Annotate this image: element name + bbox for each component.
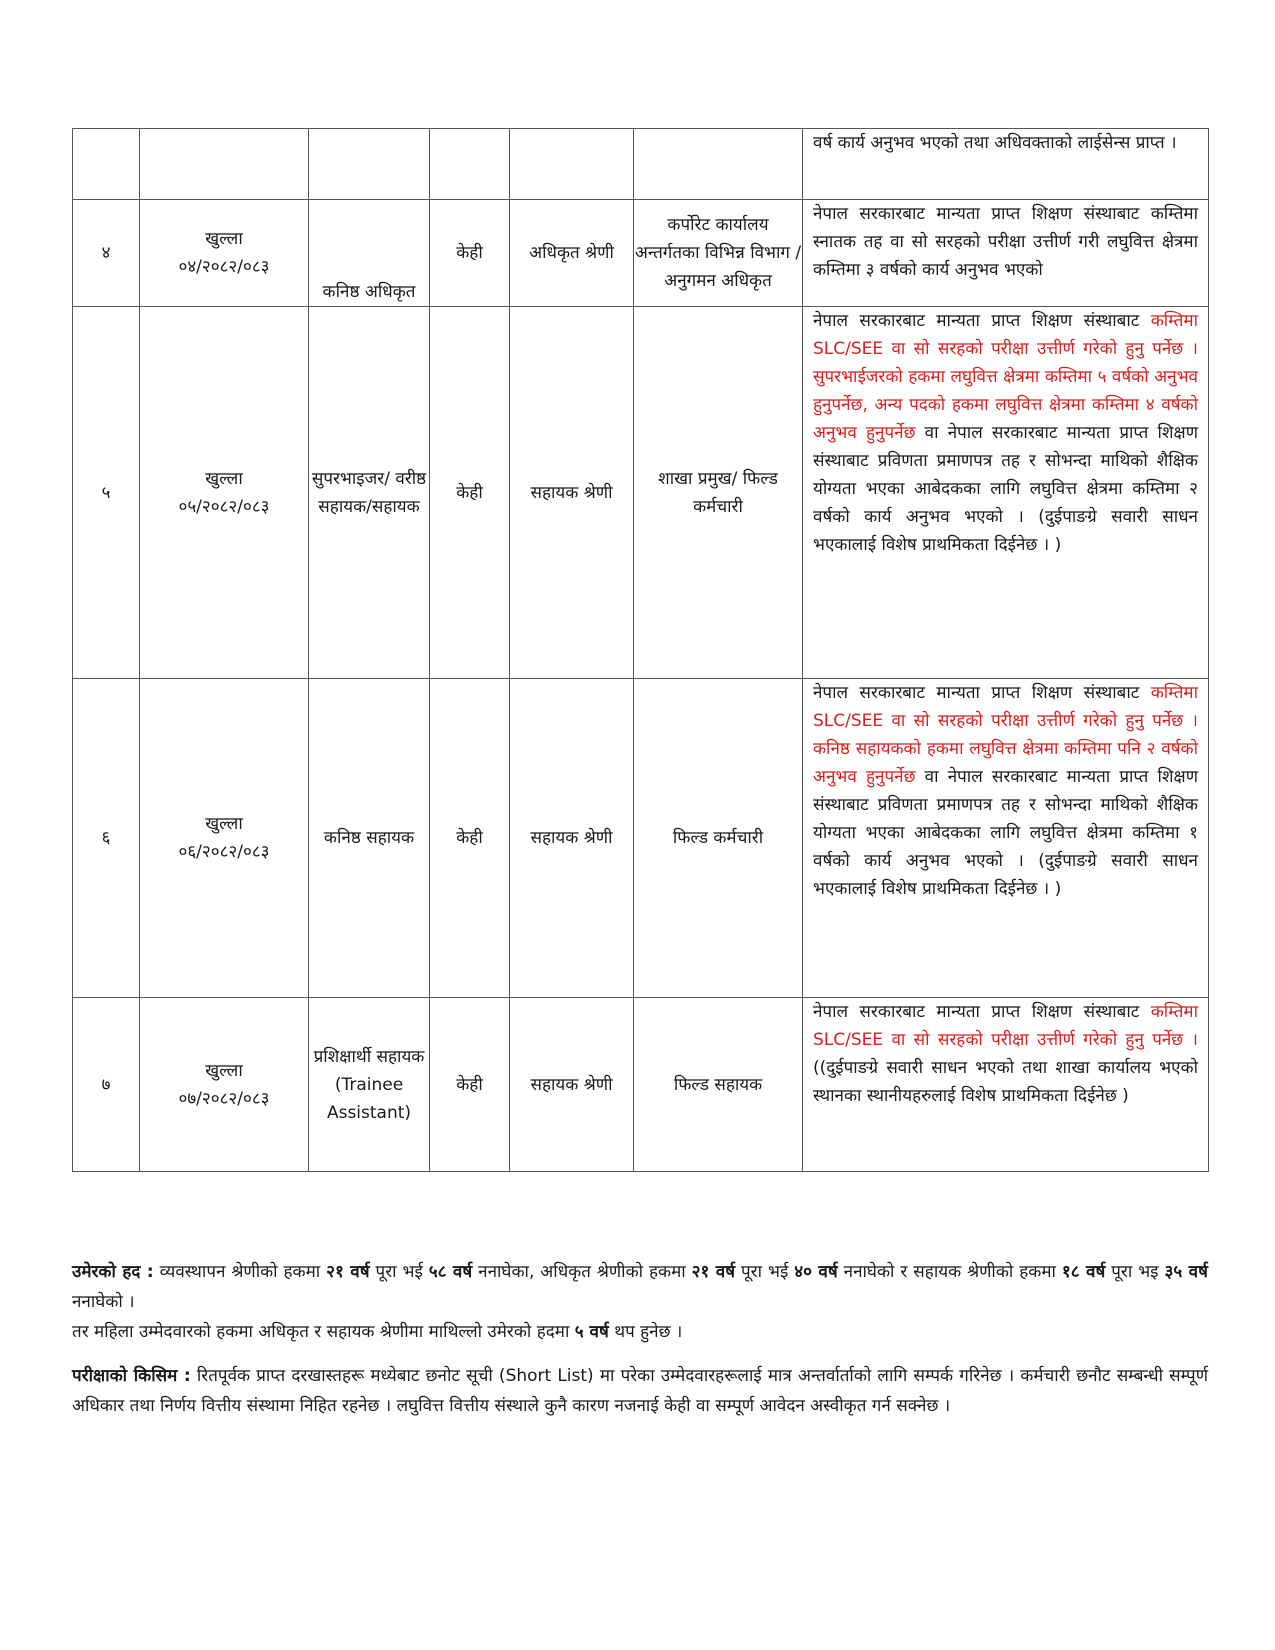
- vacancy-type: खुल्ला: [205, 229, 243, 249]
- document-page: [72, 128, 1208, 1172]
- women-text: थप हुनेछ ।: [608, 1322, 683, 1342]
- vacancy-code-cell: [140, 307, 309, 679]
- qualification-text: नेपाल सरकारबाट मान्यता प्राप्त शिक्षण संस्थाबाट: [813, 683, 1151, 703]
- age-text: पूरा भइ: [1105, 1262, 1165, 1282]
- table-row: [73, 200, 1209, 307]
- qualification-highlight: कम्तिमा SLC/SEE वा सो सरहको परीक्षा उत्तीर्ण गरेको हुनु पर्नेछ । कनिष्ठ सहायकको हकमा लघुवित्त क्षेत्रमा कम्तिमा पनि २ वर्षको अनुभव हुनुपर्नेछ: [813, 683, 1198, 787]
- vacancy-code-cell: [140, 998, 309, 1172]
- level-cell: [510, 129, 634, 200]
- vacancy-type: खुल्ला: [205, 1060, 243, 1081]
- vacancy-code-cell: [140, 200, 309, 307]
- vacancy-code-cell: [140, 679, 309, 998]
- table-row: [73, 307, 1209, 679]
- qualification-text: नेपाल सरकारबाट मान्यता प्राप्त शिक्षण संस्थाबाट कम्तिमा स्नातक तह वा सो सरहको परीक्षा उत्तीर्ण गरी लघुवित्त क्षेत्रमा कम्तिमा ३ वर्षको कार्य अनुभव भएको: [813, 204, 1198, 280]
- post-cell: फिल्ड सहायक: [634, 998, 803, 1172]
- qualification-text-alt: वा नेपाल सरकारबाट मान्यता प्राप्त शिक्षण संस्थाबाट प्रविणता प्रमाणपत्र तह र सोभन्दा माथिको शैक्षिक योग्यता भएका आबेदकका लागि लघुवित्त क्षेत्रमा कम्तिमा १ वर्षको कार्य अनुभव भएको । (दुईपाङग्रे सवारी साधन भएकालाई विशेष प्राथमिकता दिईनेछ । ): [813, 767, 1198, 899]
- age-text: ननाघेका, अधिकृत श्रेणीको हकमा: [472, 1262, 692, 1282]
- table-row: [73, 679, 1209, 998]
- position-cell: कनिष्ठ सहायक: [309, 679, 430, 998]
- post-cell: फिल्ड कर्मचारी: [634, 679, 803, 998]
- qualification-cell: [803, 129, 1209, 200]
- vacancy-code-cell: [140, 129, 309, 200]
- notes-section: [72, 1257, 1208, 1421]
- exam-type-text: रितपूर्वक प्राप्त दरखास्तहरू मध्येबाट छनोट सूची (Short List) मा परेका उम्मेदवारहरूलाई मात्र अन्तर्वार्ताको लागि सम्पर्क गरिनेछ । कर्मचारी छनौट सम्बन्धी सम्पूर्ण अधिकार तथा निर्णय वित्तीय संस्थामा निहित रहनेछ । लघुवित्त वित्तीय संस्थाले कुनै कारण नजनाई केही वा सम्पूर्ण आवेदन अस्वीकृत गर्न सक्नेछ ।: [72, 1366, 1208, 1416]
- position-cell: [309, 129, 430, 200]
- age-limit-paragraph: [72, 1257, 1208, 1317]
- women-age-paragraph: [72, 1317, 1208, 1347]
- serial-cell: [73, 129, 140, 200]
- age-value: २१ वर्ष: [326, 1262, 370, 1282]
- vacancy-number: ०६/२०८२/०८३: [178, 842, 270, 862]
- count-cell: केही: [430, 679, 510, 998]
- qualification-cell: [803, 679, 1209, 998]
- count-cell: [430, 129, 510, 200]
- qualification-text: नेपाल सरकारबाट मान्यता प्राप्त शिक्षण संस्थाबाट: [813, 311, 1151, 331]
- exam-type-paragraph: [72, 1361, 1208, 1421]
- vacancy-table: [72, 128, 1209, 1172]
- qualification-highlight: कम्तिमा SLC/SEE वा सो सरहको परीक्षा उत्तीर्ण गरेको हुनु पर्नेछ ।: [813, 1002, 1198, 1050]
- table-row: [73, 998, 1209, 1172]
- age-value: ४० वर्ष: [794, 1262, 838, 1282]
- post-cell: [634, 129, 803, 200]
- women-text: तर महिला उम्मेदवारको हकमा अधिकृत र सहायक श्रेणीमा माथिल्लो उमेरको हदमा: [72, 1322, 575, 1342]
- level-cell: सहायक श्रेणी: [510, 679, 634, 998]
- age-limit-label: उमेरको हद :: [72, 1262, 154, 1282]
- age-text: पूरा भई: [735, 1262, 795, 1282]
- age-value: ३५ वर्ष: [1164, 1262, 1208, 1282]
- age-text: व्यवस्थापन श्रेणीको हकमा: [153, 1262, 327, 1282]
- position-cell: कनिष्ठ अधिकृत: [309, 200, 430, 307]
- qualification-highlight: कम्तिमा SLC/SEE वा सो सरहको परीक्षा उत्तीर्ण गरेको हुनु पर्नेछ । सुपरभाईजरको हकमा लघुवित्त क्षेत्रमा कम्तिमा ५ वर्षको अनुभव हुनुपर्नेछ, अन्य पदको हकमा लघुवित्त क्षेत्रमा कम्तिमा ४ वर्षको अनुभव हुनुपर्नेछ: [813, 311, 1198, 443]
- age-text: ननाघेको ।: [72, 1292, 135, 1312]
- age-value: १८ वर्ष: [1061, 1262, 1106, 1282]
- qualification-cell: [803, 998, 1209, 1172]
- count-cell: केही: [430, 200, 510, 307]
- position-cell: प्रशिक्षार्थी सहायक (Trainee Assistant): [309, 998, 430, 1172]
- age-text: पूरा भई: [369, 1262, 429, 1282]
- table-row: [73, 129, 1209, 200]
- exam-type-label: परीक्षाको किसिम :: [72, 1366, 191, 1386]
- qualification-text-alt: वा नेपाल सरकारबाट मान्यता प्राप्त शिक्षण संस्थाबाट प्रविणता प्रमाणपत्र तह र सोभन्दा माथिको शैक्षिक योग्यता भएका आबेदकका लागि लघुवित्त क्षेत्रमा कम्तिमा २ वर्षको कार्य अनुभव भएको । (दुईपाङग्रे सवारी साधन भएकालाई विशेष प्राथमिकता दिईनेछ । ): [813, 423, 1198, 555]
- level-cell: अधिकृत श्रेणी: [510, 200, 634, 307]
- age-value: २१ वर्ष: [691, 1262, 736, 1282]
- qualification-text: वर्ष कार्य अनुभव भएको तथा अधिवक्ताको लाईसेन्स प्राप्त ।: [813, 133, 1177, 153]
- count-cell: केही: [430, 998, 510, 1172]
- qualification-text-alt: ((दुईपाङग्रे सवारी साधन भएको तथा शाखा कार्यालय भएको स्थानका स्थानीयहरुलाई विशेष प्राथमिकता दिईनेछ ): [813, 1058, 1198, 1106]
- post-cell: शाखा प्रमुख/ फिल्ड कर्मचारी: [634, 307, 803, 679]
- vacancy-type: खुल्ला: [205, 814, 243, 834]
- vacancy-number: ०७/२०८२/०८३: [178, 1088, 270, 1109]
- vacancy-number: ०५/२०८२/०८३: [178, 496, 270, 517]
- level-cell: सहायक श्रेणी: [510, 307, 634, 679]
- serial-cell: ४: [73, 200, 140, 307]
- serial-cell: ७: [73, 998, 140, 1172]
- vacancy-type: खुल्ला: [205, 468, 243, 489]
- women-age-value: ५ वर्ष: [574, 1322, 609, 1342]
- serial-cell: ६: [73, 679, 140, 998]
- serial-cell: ५: [73, 307, 140, 679]
- qualification-cell: [803, 200, 1209, 307]
- age-text: ननाघेको र सहायक श्रेणीको हकमा: [837, 1262, 1062, 1282]
- qualification-cell: [803, 307, 1209, 679]
- age-value: ५८ वर्ष: [428, 1262, 473, 1282]
- post-cell: कर्पोरेट कार्यालय अन्तर्गतका विभिन्न विभाग / अनुगमन अधिकृत: [634, 200, 803, 307]
- level-cell: सहायक श्रेणी: [510, 998, 634, 1172]
- vacancy-number: ०४/२०८२/०८३: [178, 257, 270, 277]
- position-cell: सुपरभाइजर/ वरीष्ठ सहायक/सहायक: [309, 307, 430, 679]
- qualification-text: नेपाल सरकारबाट मान्यता प्राप्त शिक्षण संस्थाबाट: [813, 1002, 1151, 1022]
- count-cell: केही: [430, 307, 510, 679]
